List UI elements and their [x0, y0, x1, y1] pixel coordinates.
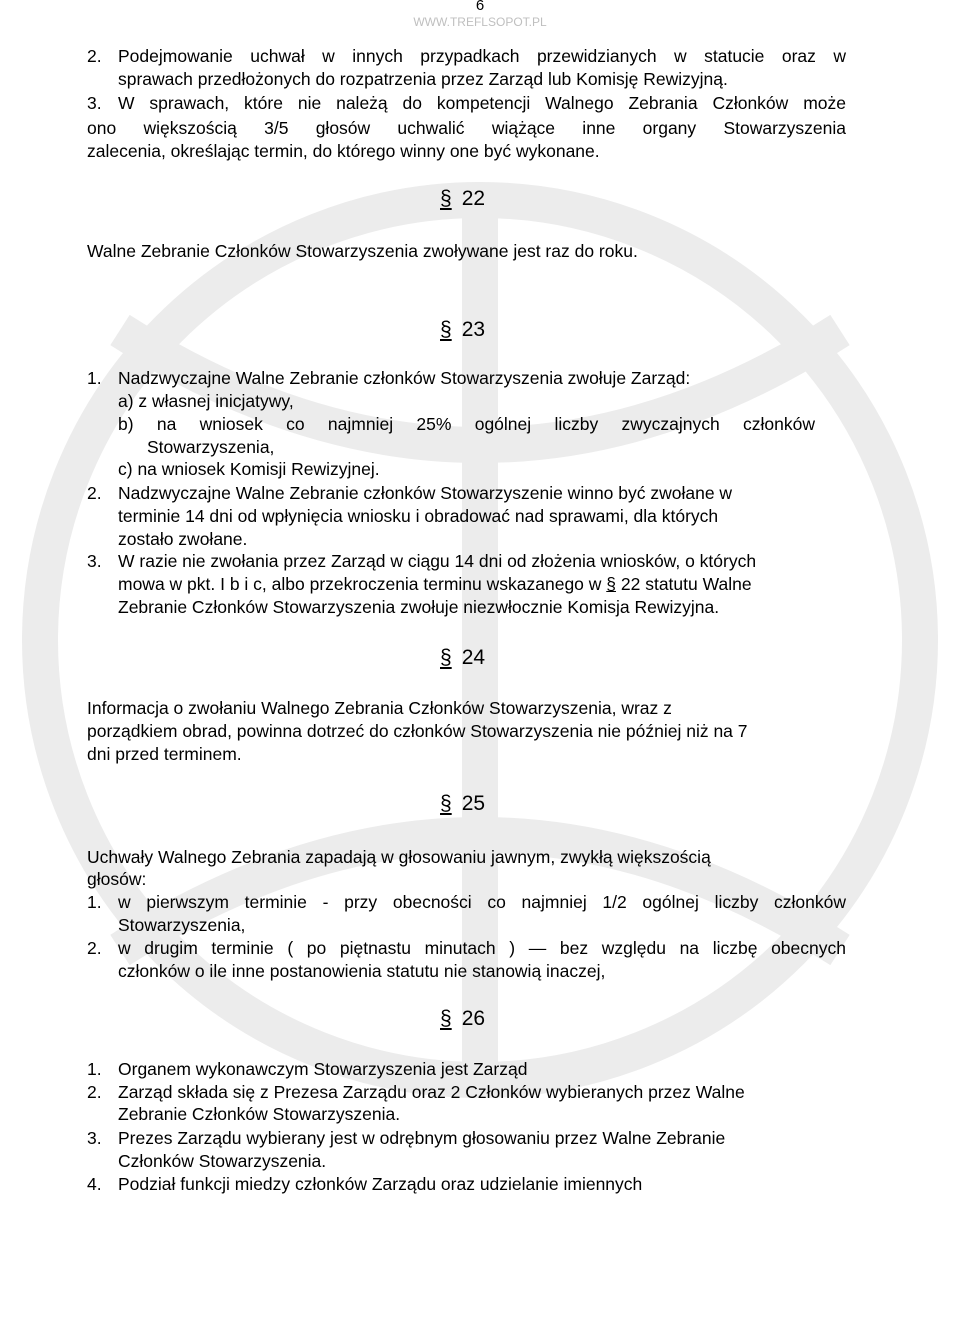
section-26-symbol: §: [440, 1007, 452, 1030]
s25-item-2-line-1: w drugim terminie ( po piętnastu minutach ) — bez względu na liczbę obecnych: [118, 938, 846, 958]
s23-item-3-number: 3.: [87, 551, 102, 571]
section-26-number: 26: [461, 1007, 486, 1030]
s26-item-2-line-1: Zarząd składa się z Prezesa Zarządu oraz 2 Członków wybieranych przez Walne: [118, 1082, 745, 1102]
s24-line-1: Informacja o zwołaniu Walnego Zebrania Członków Stowarzyszenia, wraz z: [87, 698, 672, 718]
section-25-symbol: §: [440, 792, 452, 815]
section-23-heading: [440, 317, 485, 343]
s23-item-3-line-1: W razie nie zwołania przez Zarząd w ciągu 14 dni od złożenia wniosków, o których: [118, 551, 757, 571]
s26-item-4-line-1: Podział funkcji miedzy członków Zarządu oraz udzielanie imiennych: [118, 1174, 643, 1194]
s23-item-2-line-2: terminie 14 dni od wpłynięcia wniosku i obradować nad sprawami, dla których: [118, 506, 719, 526]
s26-item-3-number: 3.: [87, 1128, 102, 1148]
s23-item-2-line-3: zostało zwołane.: [118, 529, 248, 549]
section-24-number: 24: [461, 646, 486, 669]
s23-item-3-section-symbol: §: [606, 574, 616, 594]
section-22-heading: [440, 186, 485, 212]
s23-item-1-sub-b-line-1: b) na wniosek co najmniej 25% ogólnej liczby zwyczajnych członków: [118, 414, 815, 434]
section-24-heading: [440, 645, 485, 671]
s23-item-1-number: 1.: [87, 368, 102, 388]
s23-item-1-sub-a: a) z własnej inicjatywy,: [118, 391, 294, 411]
s23-item-3-section-ref: [616, 574, 640, 594]
intro-item-2-number: 2.: [87, 46, 102, 66]
s26-item-3-line-2: Członków Stowarzyszenia.: [118, 1151, 327, 1171]
intro-item-3-line-3: zalecenia, określając termin, do którego winny one być wykonane.: [87, 141, 600, 161]
s26-item-2-number: 2.: [87, 1082, 102, 1102]
s24-line-3: dni przed terminem.: [87, 744, 242, 764]
s24-line-2: porządkiem obrad, powinna dotrzeć do członków Stowarzyszenia nie później niż na 7: [87, 721, 748, 741]
s23-item-1-sub-b-line-2: Stowarzyszenia,: [147, 437, 275, 457]
site-url-watermark: WWW.TREFLSOPOT.PL: [413, 15, 547, 29]
s23-item-1-sub-c: c) na wniosek Komisji Rewizyjnej.: [118, 459, 380, 479]
intro-item-3-line-1: W sprawach, które nie należą do kompetencji Walnego Zebrania Członków może: [118, 93, 846, 113]
page-header: [380, 0, 580, 30]
section-23-symbol: §: [440, 318, 452, 341]
s25-item-2-number: 2.: [87, 938, 102, 958]
s23-item-2-number: 2.: [87, 483, 102, 503]
section-23-number: 23: [461, 318, 486, 341]
s23-item-3-line-2-after: statutu Walne: [640, 574, 752, 594]
s25-item-2-line-2: członków o ile inne postanowienia statutu nie stanowią inaczej,: [118, 961, 606, 981]
s26-item-3-line-1: Prezes Zarządu wybierany jest w odrębnym głosowaniu przez Walne Zebranie: [118, 1128, 726, 1148]
s25-intro-line-1: Uchwały Walnego Zebrania zapadają w głosowaniu jawnym, zwykłą większością: [87, 847, 711, 867]
s23-item-3-line-2-before: mowa w pkt. I b i c, albo przekroczenia terminu wskazanego w: [118, 574, 607, 594]
page-number: 6: [475, 0, 485, 14]
section-22-number: 22: [461, 187, 486, 210]
section-25-heading: [440, 791, 485, 817]
s26-item-2-line-2: Zebranie Członków Stowarzyszenia.: [118, 1104, 401, 1124]
s25-item-1-number: 1.: [87, 892, 102, 912]
section-22-symbol: §: [440, 187, 452, 210]
s23-item-1-lead: Nadzwyczajne Walne Zebranie członków Stowarzyszenia zwołuje Zarząd:: [118, 368, 691, 388]
s23-item-2-line-1: Nadzwyczajne Walne Zebranie członków Stowarzyszenie winno być zwołane w: [118, 483, 733, 503]
s26-item-4-number: 4.: [87, 1174, 102, 1194]
s26-item-1-line-1: Organem wykonawczym Stowarzyszenia jest Zarząd: [118, 1059, 528, 1079]
s26-item-1-number: 1.: [87, 1059, 102, 1079]
section-26-heading: [440, 1006, 485, 1032]
section-24-symbol: §: [440, 646, 452, 669]
s23-item-3-section-ref-number: 22: [620, 574, 641, 594]
s25-item-1-line-2: Stowarzyszenia,: [118, 915, 246, 935]
s25-intro-line-2: głosów:: [87, 869, 147, 889]
intro-item-2-line-1: Podejmowanie uchwał w innych przypadkach przewidzianych w statucie oraz w: [118, 46, 846, 66]
intro-item-3-number: 3.: [87, 93, 102, 113]
s25-item-1-line-1: w pierwszym terminie - przy obecności co najmniej 1/2 ogólnej liczby członków: [118, 892, 846, 912]
intro-item-3-line-2: ono większością 3/5 głosów uchwalić wiążące inne organy Stowarzyszenia: [87, 118, 846, 138]
s23-item-3-line-2: [118, 573, 752, 596]
intro-item-2-line-2: sprawach przedłożonych do rozpatrzenia przez Zarząd lub Komisję Rewizyjną.: [118, 69, 728, 89]
section-25-number: 25: [461, 792, 486, 815]
s23-item-3-line-3: Zebranie Członków Stowarzyszenia zwołuje niezwłocznie Komisja Rewizyjna.: [118, 597, 720, 617]
section-22-text: Walne Zebranie Członków Stowarzyszenia zwoływane jest raz do roku.: [87, 241, 638, 261]
